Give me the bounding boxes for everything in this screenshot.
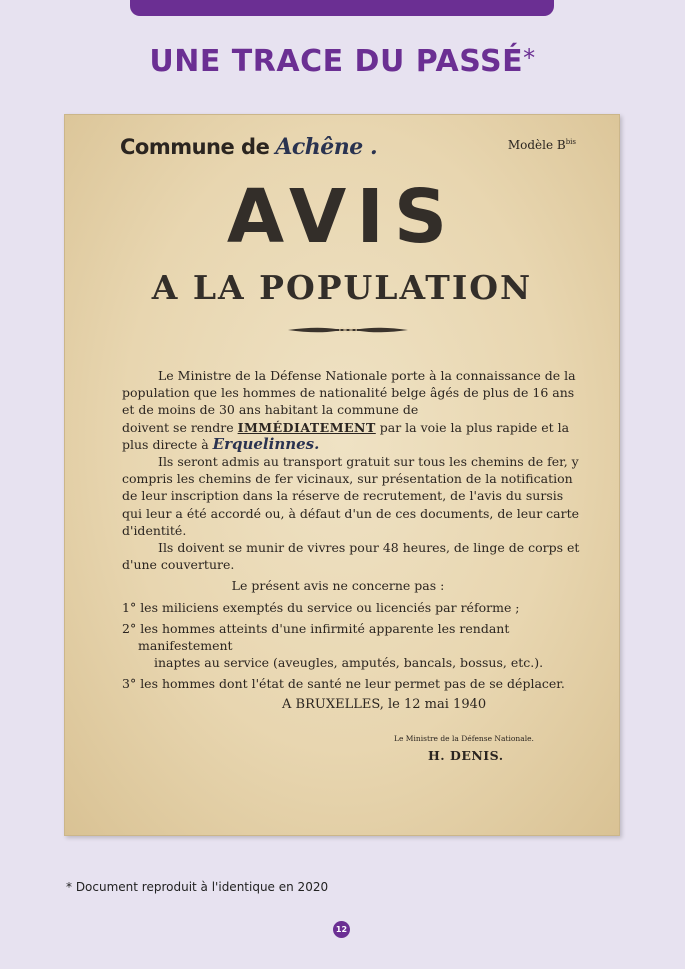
model-label: Modèle B [507, 138, 566, 152]
list-item-number: 2° [122, 620, 137, 636]
ornament-divider-icon [286, 324, 410, 336]
paragraph-announcement: Le Ministre de la Défense Nationale porte à la connaissance de la population que les hommes de nationalité belge âgés de plus de 16 ans et de moins de 30 ans habitant la commune de [122, 368, 576, 418]
model-superscript: bis [565, 138, 576, 146]
signer-name: H. DENIS. [428, 748, 504, 763]
historical-poster [64, 114, 620, 836]
instruction-end: par la voie la plus rapide et la plus directe à [122, 419, 570, 452]
model-reference [508, 138, 576, 152]
list-item-number: 1° [122, 599, 137, 615]
list-item-number: 3° [122, 676, 137, 692]
page-title-text: UNE TRACE DU PASSÉ [149, 44, 524, 79]
paragraph-supplies: Ils doivent se munir de vivres pour 48 heures, de linge de corps et d'une couverture. [122, 540, 580, 573]
commune-label: Commune de [120, 135, 270, 159]
page-number-badge: 12 [333, 921, 350, 938]
list-item-text: les hommes atteints d'une infirmité apparente les rendant manifestement [138, 620, 510, 654]
poster-body [122, 367, 584, 693]
signer-title: Le Ministre de la Défense Nationale. [394, 734, 534, 743]
list-item [122, 675, 584, 692]
destination-handwritten: Erquelinnes. [212, 434, 320, 453]
list-item-text: les hommes dont l'état de santé ne leur permet pas de se déplacer. [140, 676, 565, 692]
list-item-text: les miliciens exemptés du service ou licenciés par réforme ; [140, 599, 520, 615]
poster-subheadline: A LA POPULATION [151, 268, 533, 307]
paragraph-instruction [122, 419, 584, 453]
date-location-line: A BRUXELLES, le 12 mai 1940 [282, 697, 487, 712]
paragraph-transport: Ils seront admis au transport gratuit sur tous les chemins de fer, y compris les chemins de fer vicinaux, sur présentation de la notification de leur inscription dans la réserve de recrutement, de l'avis du sursis qui leur a été accordé ou, à défaut d'un de ces documents, de leur carte d'identité. [122, 454, 579, 538]
exclusion-intro: Le présent avis ne concerne pas : [231, 578, 445, 594]
commune-name-handwritten: Achêne . [275, 134, 378, 160]
title-footnote-mark: * [523, 44, 536, 72]
instruction-emphasis: IMMÉDIATEMENT [237, 419, 376, 435]
commune-line [120, 134, 377, 160]
list-item [122, 620, 584, 672]
instruction-start: doivent se rendre [122, 419, 234, 435]
top-banner [130, 0, 554, 16]
page-title [0, 44, 685, 79]
list-item-continuation: inaptes au service (aveugles, amputés, bancals, bossus, etc.). [154, 655, 544, 671]
footnote: * Document reproduit à l'identique en 2020 [66, 880, 329, 894]
list-item [122, 599, 584, 616]
poster-headline: AVIS [226, 174, 458, 260]
